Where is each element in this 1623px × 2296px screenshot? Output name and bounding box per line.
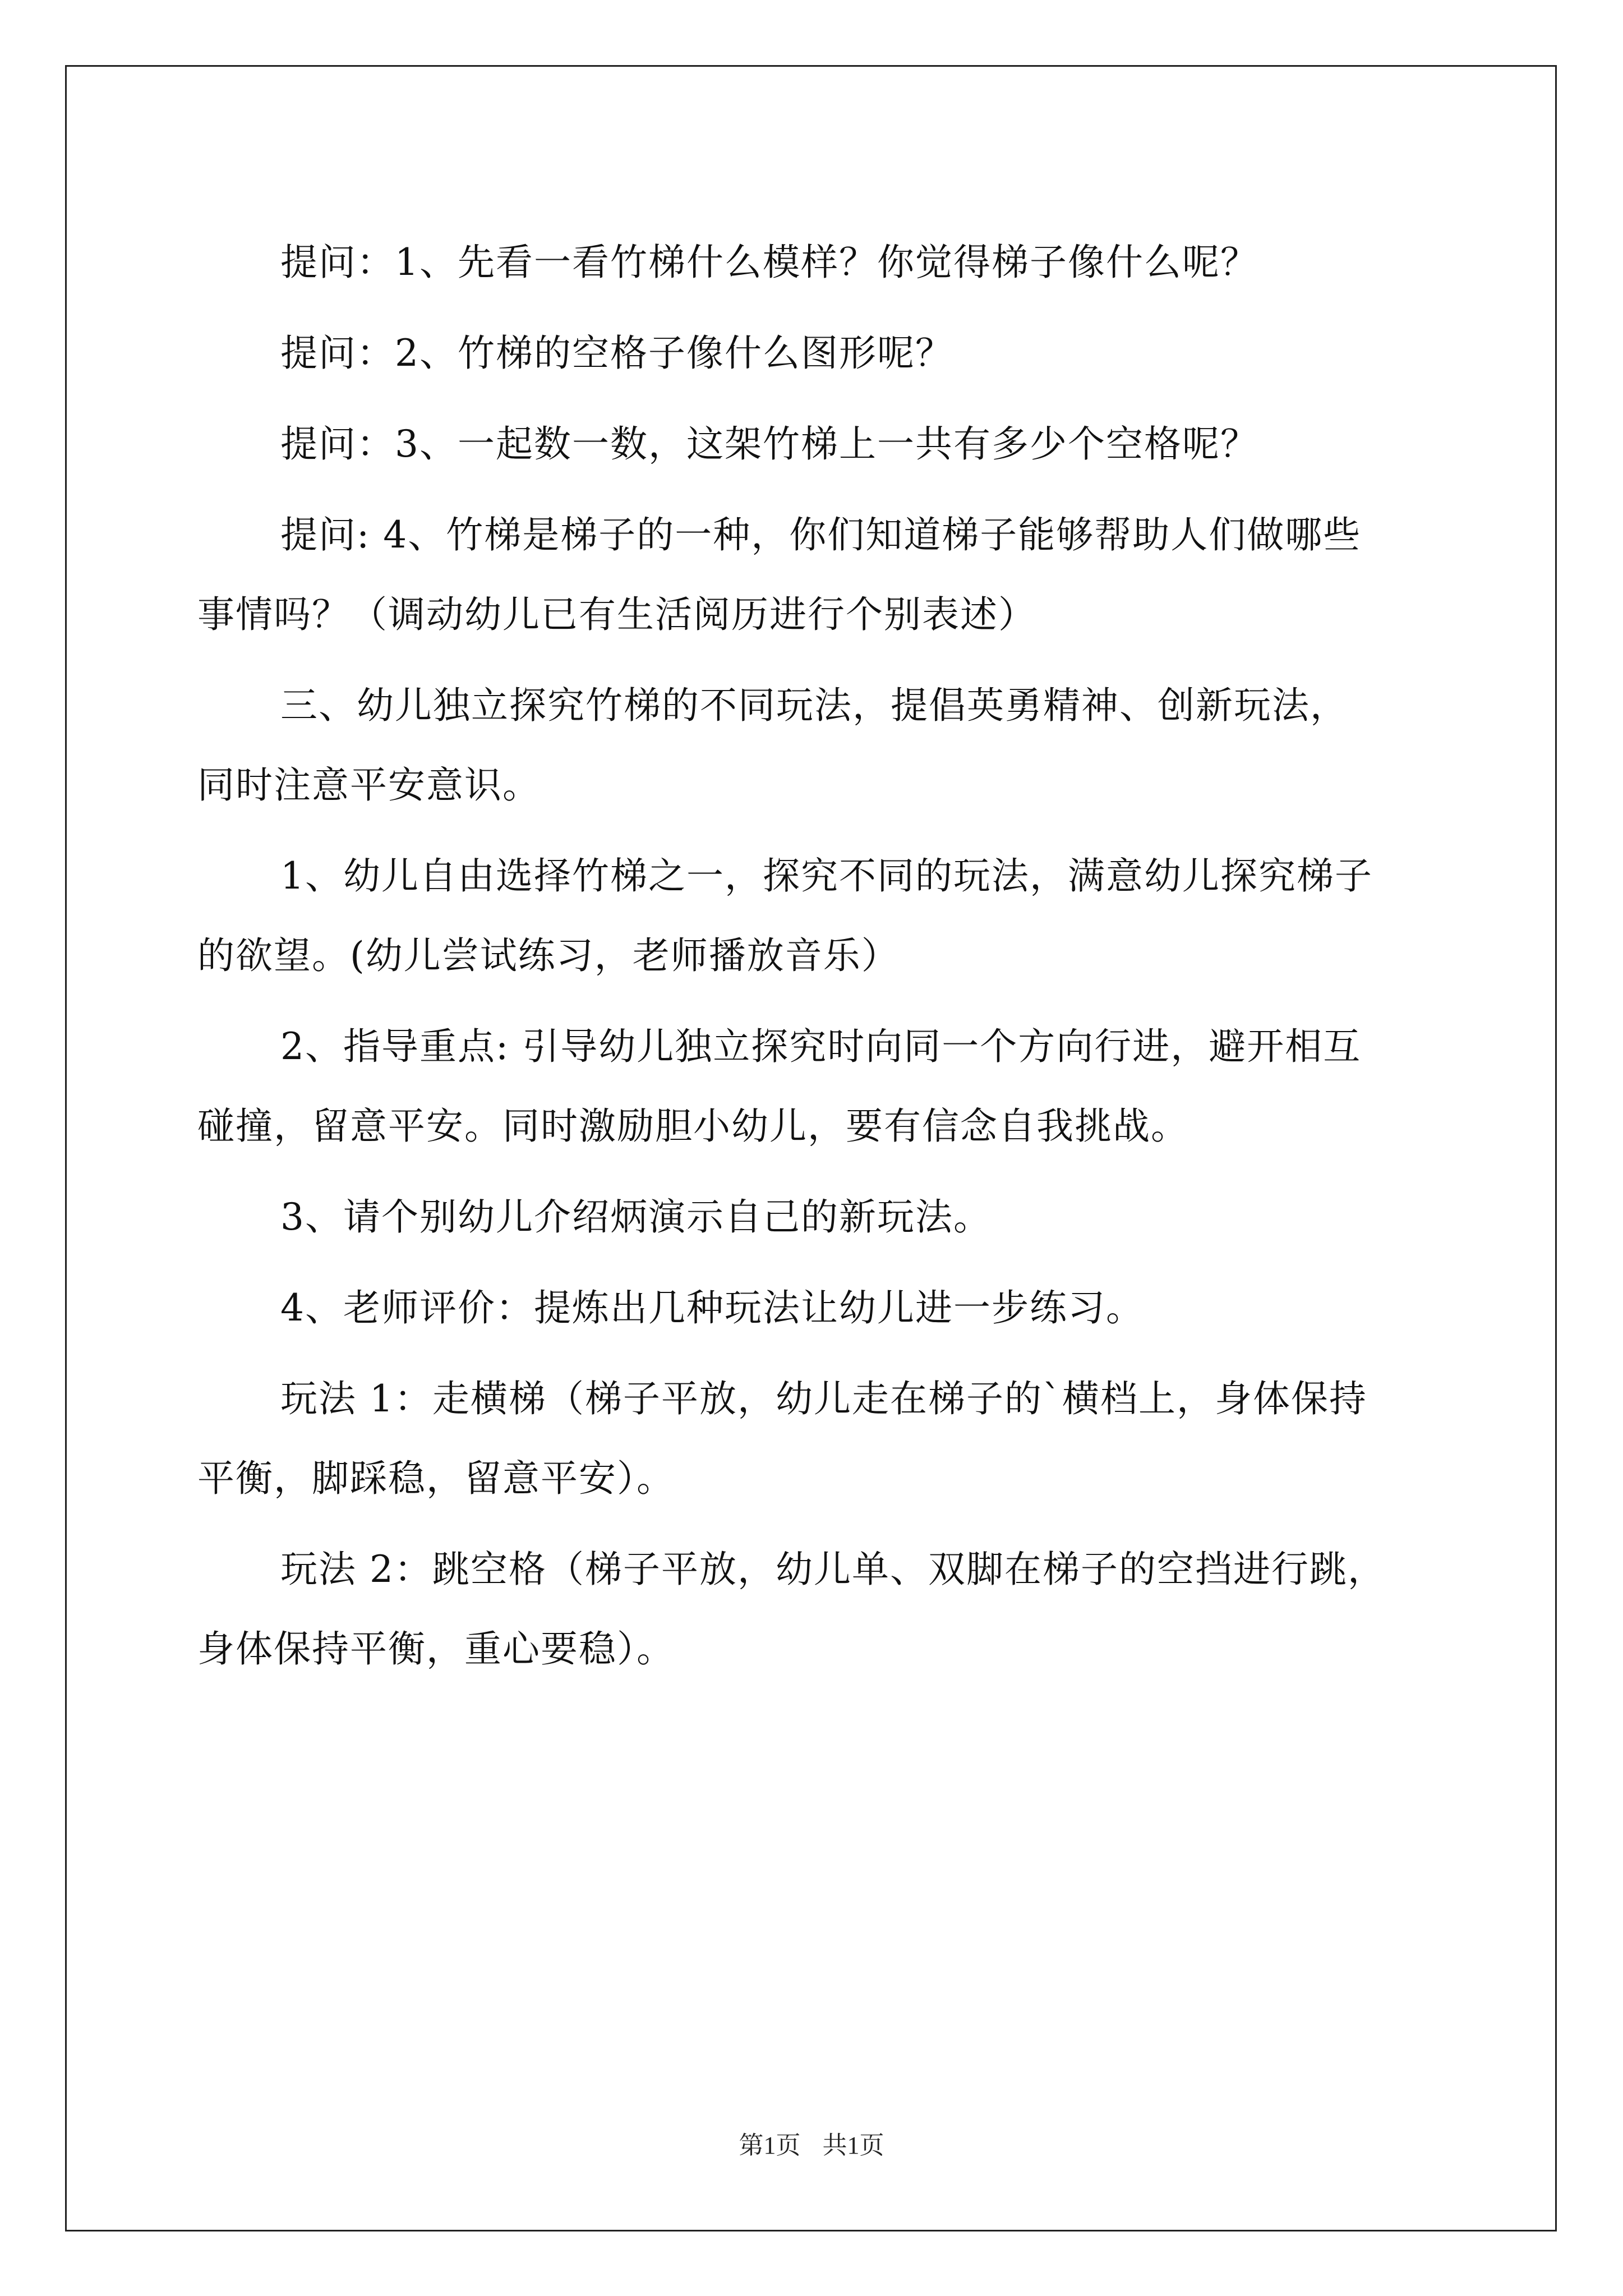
paragraph-line: 提问: 4、竹梯是梯子的一种，你们知道梯子能够帮助人们做哪些: [280, 513, 1362, 556]
page-total: 共1页: [822, 2132, 884, 2159]
paragraph: [197, 1359, 1438, 1519]
paragraph: [197, 1268, 1438, 1348]
page-footer: [0, 2125, 1623, 2161]
paragraph: [197, 404, 1438, 484]
paragraph-line: 身体保持平衡，重心要稳）。: [197, 1627, 675, 1671]
paragraph-line: 平衡，脚踩稳，留意平安）。: [197, 1457, 675, 1500]
paragraph-line: 4、老师评价：提炼出几种玩法让幼儿进一步练习。: [280, 1286, 1144, 1329]
paragraph-line: 玩法 1：走横梯（梯子平放，幼儿走在梯子的`横档上，身体保持: [280, 1377, 1367, 1420]
page-number: 第1页: [739, 2132, 801, 2159]
paragraph: [197, 1007, 1438, 1166]
paragraph-line: 同时注意平安意识。: [197, 763, 541, 807]
paragraph: [197, 1177, 1438, 1257]
paragraph-line: 提问：2、竹梯的空格子像什么图形呢？: [280, 332, 953, 375]
paragraph-line: 提问：3、一起数一数，这架竹梯上一共有多少个空格呢？: [280, 422, 1258, 466]
paragraph-line: 提问：1、先看一看竹梯什么模样？你觉得梯子像什么呢？: [280, 241, 1258, 284]
paragraph: [197, 1530, 1438, 1689]
paragraph: [197, 495, 1438, 655]
paragraph: [197, 314, 1438, 393]
paragraph-line: 事情吗？（调动幼儿已有生活阅历进行个别表述）: [197, 593, 1036, 636]
paragraph-line: 的欲望。(幼儿尝试练习，老师播放音乐）: [197, 934, 900, 977]
paragraph: [197, 666, 1438, 825]
paragraph: [197, 836, 1438, 996]
paragraph-line: 玩法 2：跳空格（梯子平放，幼儿单、双脚在梯子的空挡进行跳，: [280, 1548, 1386, 1591]
paragraph-line: 碰撞，留意平安。同时激励胆小幼儿，要有信念自我挑战。: [197, 1105, 1189, 1148]
paragraph-line: 3、请个别幼儿介绍炳演示自己的新玩法。: [280, 1195, 992, 1239]
paragraph-line: 三、幼儿独立探究竹梯的不同玩法，提倡英勇精神、创新玩法，: [280, 684, 1348, 727]
paragraph-line: 1、幼儿自由选择竹梯之一，探究不同的玩法，满意幼儿探究梯子: [280, 854, 1373, 898]
paragraph: [197, 223, 1438, 302]
paragraph-line: 2、指导重点: 引导幼儿独立探究时向同一个方向行进，避开相互: [280, 1025, 1362, 1068]
document-body: [197, 223, 1438, 1700]
